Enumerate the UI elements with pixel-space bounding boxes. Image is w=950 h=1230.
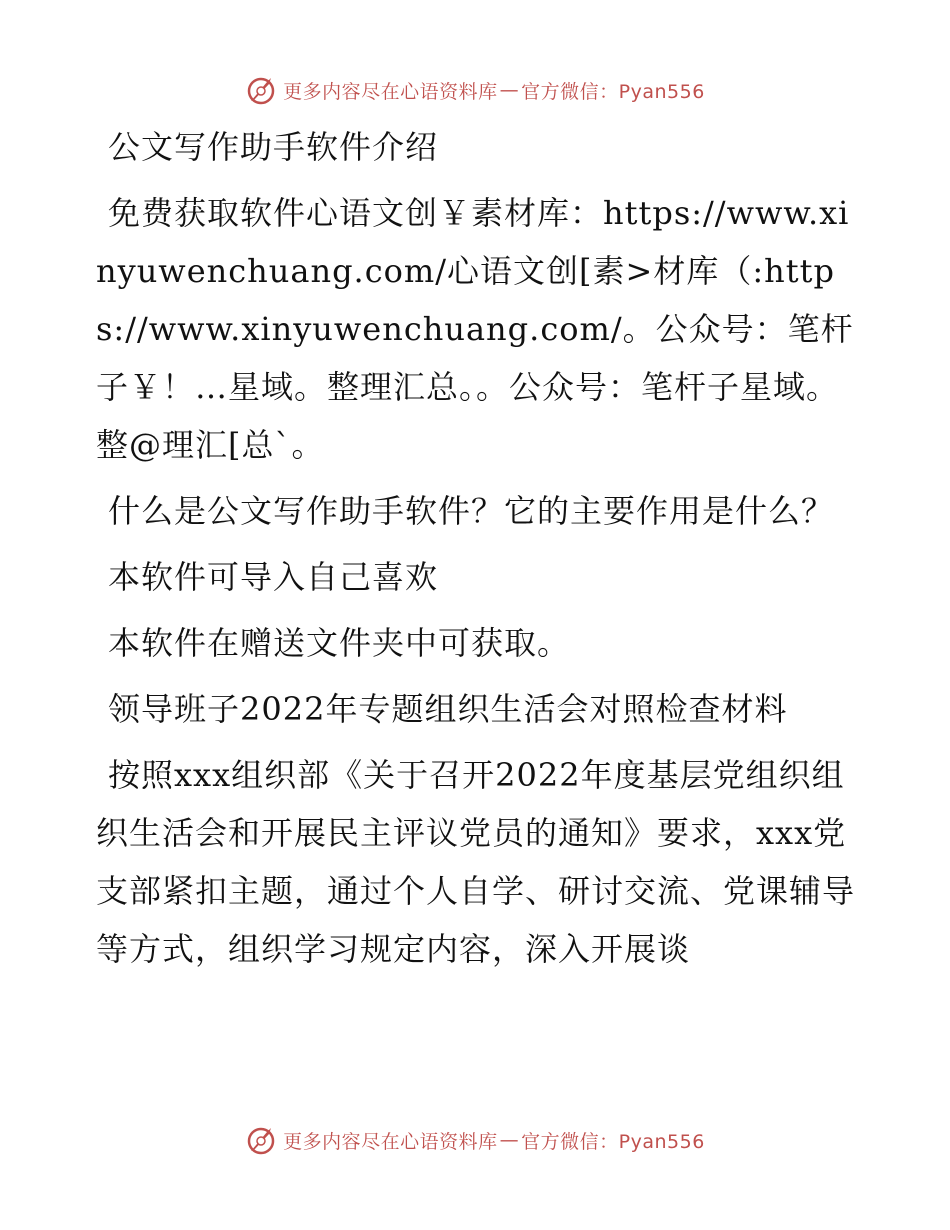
document-body xyxy=(96,118,856,986)
paragraph-body: 按照xxx组织部《关于召开2022年度基层党组织组织生活会和开展民主评议党员的通知》要求，xxx党支部紧扣主题，通过个人自学、研讨交流、党课辅导等方式，组织学习规定内容，深入开展谈 xyxy=(96,756,856,968)
banner-brand-text: 更多内容尽在心语资料库 xyxy=(283,80,498,103)
banner-brand-text: 更多内容尽在心语资料库 xyxy=(283,1130,498,1153)
footer-watermark-banner xyxy=(0,1120,950,1160)
paragraph-question: 什么是公文写作助手软件？它的主要作用是什么？ xyxy=(108,492,835,530)
section-heading: 领导班子2022年专题组织生活会对照检查材料 xyxy=(108,690,788,728)
banner-separator: — xyxy=(499,79,520,101)
paragraph-folder-note: 本软件在赠送文件夹中可获取。 xyxy=(108,624,571,662)
document-title: 公文写作助手软件介绍 xyxy=(108,128,439,166)
banner-wechat-text: 官方微信：Pyan556 xyxy=(521,1130,705,1153)
quill-circle-icon xyxy=(245,74,277,106)
paragraph-import-note: 本软件可导入自己喜欢 xyxy=(108,558,439,596)
paragraph-source-info: 免费获取软件心语文创￥素材库：https://www.xinyuwenchuang.com/心语文创[素>材库（:https://www.xinyuwenchuang.com/。公众号：笔杆子￥！…星域。整理汇总。。公众号：笔杆子星域。整@理汇[总`。 xyxy=(96,194,854,464)
banner-separator: — xyxy=(499,1129,520,1151)
header-watermark-banner xyxy=(0,70,950,110)
banner-wechat-text: 官方微信：Pyan556 xyxy=(521,80,705,103)
quill-circle-icon xyxy=(245,1124,277,1156)
